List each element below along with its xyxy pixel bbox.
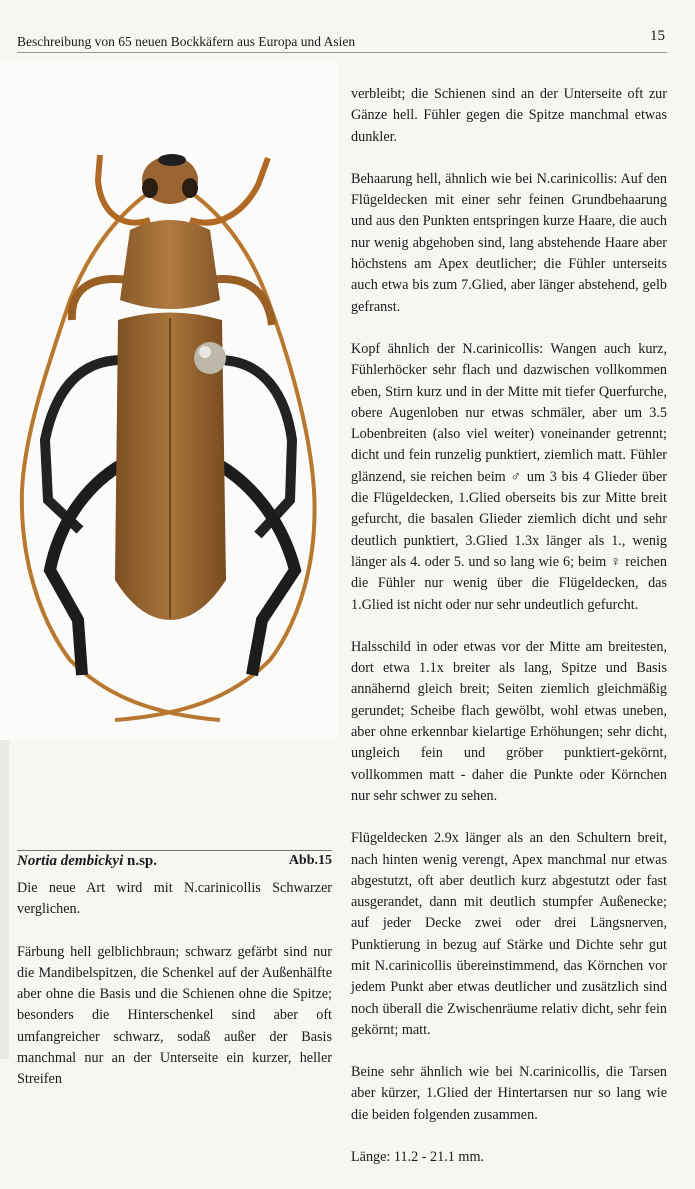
left-column: [17, 878, 332, 1112]
page-number: 15: [650, 28, 665, 44]
species-name: Nortia dembickyi: [17, 853, 124, 869]
caption-rule: [17, 850, 332, 851]
species-suffix: n.sp.: [123, 853, 158, 869]
running-head: [17, 28, 667, 53]
figure-label: Abb.15: [288, 853, 332, 868]
paragraph: Halsschild in oder etwas vor der Mitte am breitesten, dort etwa 1.1x breiter als lang, Spitze und Basis annähernd gleich breit; Seiten ziemlich gleichmäßig gerundet; Scheibe flach gewölbt, wohl etwas uneben, aber ohne erkennbar kielartige Erhöhungen; sehr dicht, ungleich fein und gröber punktiert-gekörnt, vollkommen matt - daher die Punkte oder Körnchen nur sehr schwer zu sehen.: [351, 638, 667, 804]
paragraph: Behaarung hell, ähnlich wie bei N.carinicollis: Auf den Flügeldecken mit einer sehr feinen Grundbehaarung und aus den Punkten entspringen kurze Haare, die auch nur wenig abgehoben sind, lang abstehende Haare aber höchstens am Apex deutlicher; die Fühler unterseits auch etwa bis zum 7.Glied, aber länger abstehend, gelb gefranst.: [351, 170, 667, 315]
paragraph: verbleibt; die Schienen sind an der Unterseite oft zur Gänze hell. Fühler gegen die Spitze manchmal etwas dunkler.: [351, 86, 667, 145]
paragraph: Kopf ähnlich der N.carinicollis: Wangen auch kurz, Fühlerhöcker sehr flach und dazwischen vollkommen eben, Stirn kurz und in der Mitte mit tiefer Querfurche, obere Augenloben nur etwas schmäler, aber um 3.5 Lobenbreiten (also viel weiter) voneinander getrennt; dicht und fein runzelig punktiert, ziemlich matt. Fühler glänzend, sie reichen beim ♂ um 3 bis 4 Glieder über die Flügeldecken, 1.Glied oberseits bis zur Mitte breit gefurcht, die basalen Glieder ziemlich dicht und sehr deutlich punktiert, 3.Glied 1.3x länger als 1., wenig länger als 4. oder 5. und so lang wie 6; beim ♀ reichen die Fühler nur wenig über die Flügeldecken, das 1.Glied ist nicht oder nur sehr undeutlich gefurcht.: [351, 340, 667, 613]
paragraph: Länge: 11.2 - 21.1 mm.: [351, 1149, 485, 1166]
paragraph: Die neue Art wird mit N.carinicollis Schwarzer verglichen.: [17, 880, 332, 918]
beetle-photo: [0, 60, 338, 740]
photo-edge-strip: [0, 740, 9, 1059]
running-title: Beschreibung von 65 neuen Bockkäfern aus Europa und Asien: [17, 34, 356, 49]
paragraph: Beine sehr ähnlich wie bei N.carinicollis, die Tarsen aber kürzer, 1.Glied der Hintertarsen nur so lang wie die beiden folgenden zusammen.: [351, 1064, 667, 1123]
paragraph: Färbung hell gelblichbraun; schwarz gefärbt sind nur die Mandibelspitzen, die Schenkel auf der Außenhälfte aber ohne die Basis und die Schienen ohne die Spitze; besonders die Hinterschenkel sind aber oft umfangreicher schwarz, sodaß außer der Basis manchmal nur an der Unterseite ein kurzer, heller Streifen: [17, 943, 332, 1088]
figure-caption: [17, 853, 332, 875]
paragraph: Flügeldecken 2.9x länger als an den Schultern breit, nach hinten wenig verengt, Apex manchmal nur etwas abgestutzt, oft aber deutlich kurz abgestutzt oder fast ausgerandet, dann mit deutlich stumpfer Außenecke; auf jeder Decke zwei oder drei Längsnerven, Punktierung in bezug auf Stärke und Dichte sehr gut mit N.carinicollis übereinstimmend, das Körnchen vor jedem Punkt aber etwas deutlicher und zusätzlich sind noch überall die Zwischenräume relativ dicht, sehr fein gekörnt; matt.: [351, 830, 667, 1038]
right-column: [351, 84, 667, 1189]
